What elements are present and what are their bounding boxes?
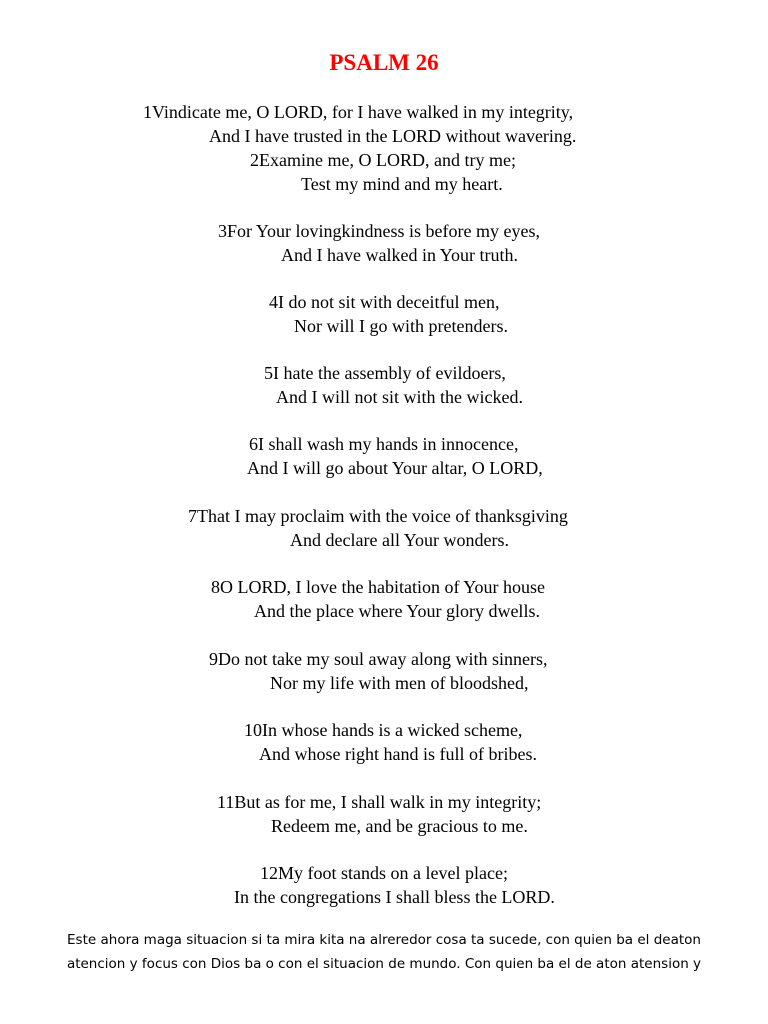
verse-3-line-2: And I have walked in Your truth. — [281, 245, 518, 265]
verse-5-line-1: 5I hate the assembly of evildoers, — [264, 363, 506, 383]
verse-line — [294, 315, 768, 337]
verse-line — [271, 815, 768, 837]
verse-4-line-2: Nor will I go with pretenders. — [294, 316, 508, 336]
verse-line — [276, 386, 768, 408]
verse-line — [234, 886, 768, 908]
verse-line — [260, 862, 768, 884]
verse-line — [249, 433, 768, 455]
verse-line — [244, 719, 768, 741]
verse-6-line-2: And I will go about Your altar, O LORD, — [247, 458, 543, 478]
verse-line — [259, 743, 768, 765]
verse-line — [269, 291, 768, 313]
verse-7-line-2: And declare all Your wonders. — [290, 530, 509, 550]
verse-10-line-2: And whose right hand is full of bribes. — [259, 744, 537, 764]
verse-12-line-1: 12My foot stands on a level place; — [260, 863, 508, 883]
page-title: PSALM 26 — [329, 50, 439, 75]
verse-9-line-2: Nor my life with men of bloodshed, — [270, 673, 529, 693]
verse-line — [281, 244, 768, 266]
verse-line — [188, 505, 768, 527]
verse-line — [209, 648, 768, 670]
verse-2-line-2: Test my mind and my heart. — [301, 174, 503, 194]
verse-8-line-1: 8O LORD, I love the habitation of Your house — [211, 577, 545, 597]
verse-4-line-1: 4I do not sit with deceitful men, — [269, 292, 500, 312]
verse-line — [254, 600, 768, 622]
verse-line — [270, 672, 768, 694]
verse-3-line-1: 3For Your lovingkindness is before my eyes, — [218, 221, 540, 241]
verse-2-line-1: 2Examine me, O LORD, and try me; — [250, 150, 516, 170]
verse-line — [218, 220, 768, 242]
verse-6-line-1: 6I shall wash my hands in innocence, — [249, 434, 519, 454]
commentary-line-1: Este ahora maga situacion si ta mira kita na alreredor cosa ta sucede, con quien ba el deaton — [67, 932, 701, 948]
verse-11-line-1: 11But as for me, I shall walk in my integrity; — [217, 792, 542, 812]
verse-11-line-2: Redeem me, and be gracious to me. — [271, 816, 528, 836]
verse-line — [211, 576, 768, 598]
verse-5-line-2: And I will not sit with the wicked. — [276, 387, 523, 407]
verse-7-line-1: 7That I may proclaim with the voice of thanksgiving — [188, 506, 568, 526]
verse-line — [250, 149, 768, 171]
verse-line — [143, 101, 768, 123]
verse-1-line-1: 1Vindicate me, O LORD, for I have walked in my integrity, — [143, 102, 574, 122]
commentary-line-2: atencion y focus con Dios ba o con el situacion de mundo. Con quien ba el de aton atension y — [66, 956, 702, 972]
verse-12-line-2: In the congregations I shall bless the LORD. — [234, 887, 555, 907]
verse-line — [301, 173, 768, 195]
verse-10-line-1: 10In whose hands is a wicked scheme, — [244, 720, 523, 740]
verse-9-line-1: 9Do not take my soul away along with sinners, — [209, 649, 548, 669]
verse-line — [247, 457, 768, 479]
verse-line — [217, 791, 768, 813]
verse-line — [264, 362, 768, 384]
verse-1-line-2: And I have trusted in the LORD without wavering. — [209, 126, 577, 146]
verse-line — [209, 125, 768, 147]
verse-8-line-2: And the place where Your glory dwells. — [254, 601, 540, 621]
verse-line — [290, 529, 768, 551]
